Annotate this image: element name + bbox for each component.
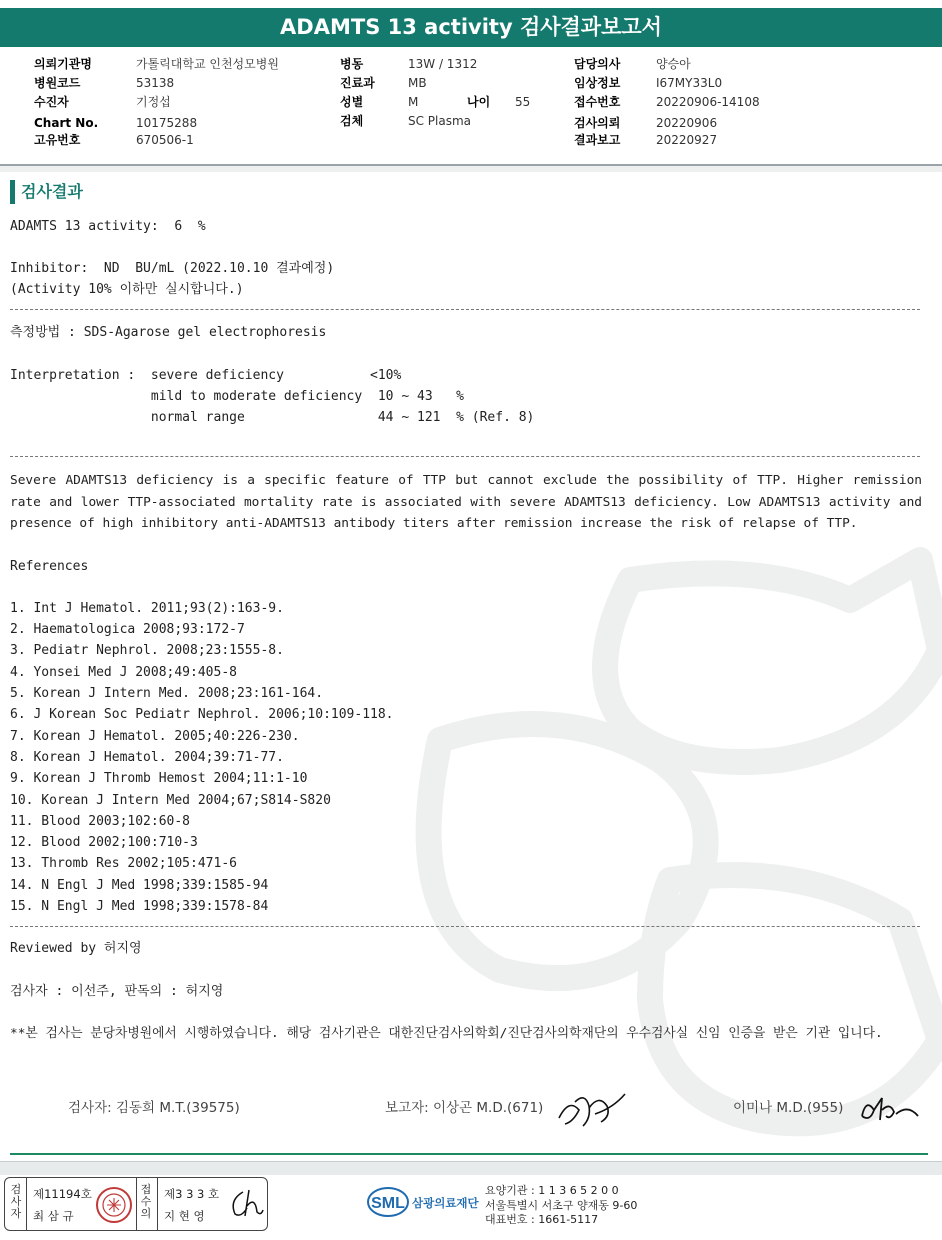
reference-item: 15. N Engl J Med 1998;339:1578-84 [10, 899, 269, 914]
hospital-label: 의뢰기관명 [34, 57, 92, 71]
reference-item: 1. Int J Hematol. 2011;93(2):163-9. [10, 601, 284, 616]
sex-value: M [408, 95, 419, 109]
reference-item: 5. Korean J Intern Med. 2008;23:161-164. [10, 686, 324, 701]
sex-label: 성별 [340, 95, 364, 109]
divider [10, 926, 920, 927]
reference-item: 11. Blood 2003;102:60-8 [10, 814, 191, 829]
hospital-code-label: 병원코드 [34, 76, 81, 90]
tester-license: 제11194호 [33, 1187, 92, 1201]
section-title: 검사결과 [10, 180, 83, 204]
header-band [0, 166, 942, 172]
org-code: 요양기관 : 1 1 3 6 5 2 0 0 [485, 1184, 619, 1197]
request-date-label: 검사의뢰 [574, 116, 621, 130]
org-name: 삼광의료재단 [412, 1196, 479, 1210]
reference-item: 9. Korean J Thromb Hemost 2004;11:1-10 [10, 771, 308, 786]
report-date-value: 20220927 [656, 133, 718, 147]
stamp-box [4, 1177, 268, 1231]
org-phone: 대표번호 : 1661-5117 [485, 1213, 599, 1226]
chart-no-label: Chart No. [34, 116, 99, 130]
unique-no-value: 670506-1 [136, 133, 194, 147]
reporter-signature-text: 보고자: 이상곤 M.D.(671) [385, 1100, 544, 1116]
tester-name: 최 삼 규 [33, 1209, 74, 1223]
age-value: 55 [515, 95, 531, 109]
comment-paragraph: Severe ADAMTS13 deficiency is a specific feature of TTP but cannot exclude the possibility of TTP. Higher remission rate and lower TTP-associated mortality rate is associated with severe ADAMTS13 deficiency. Low ADAMTS13 activity and presence of high inhibitory anti-ADAMTS13 antibody titers after remission increase the risk of relapse of TTP. [10, 473, 922, 531]
receipt-no-value: 20220906-14108 [656, 95, 760, 109]
org-address: 서울특별시 서초구 양재동 9-60 [485, 1198, 638, 1212]
method-line: 측정방법 : SDS-Agarose gel electrophoresis [10, 325, 327, 340]
receiver-name: 지 현 영 [164, 1209, 205, 1223]
examiners: 검사자 : 이선주, 판독의 : 허지영 [10, 984, 224, 999]
receiver-signature [225, 1186, 265, 1222]
reference-item: 10. Korean J Intern Med 2004;67;S814-S820 [10, 793, 331, 808]
sml-logo-text: SML [371, 1195, 405, 1212]
inhibitor-note: (Activity 10% 이하만 실시합니다.) [10, 282, 244, 297]
reference-item: 2. Haematologica 2008;93:172-7 [10, 622, 245, 637]
activity-result: ADAMTS 13 activity: 6 % [10, 219, 206, 234]
interpretation-line: mild to moderate deficiency 10 ~ 43 % [10, 389, 464, 404]
clinical-info-label: 임상정보 [574, 76, 621, 90]
age-label: 나이 [467, 95, 491, 109]
tester-signature-text: 검사자: 김동희 M.T.(39575) [68, 1100, 240, 1116]
reference-item: 6. J Korean Soc Pediatr Nephrol. 2006;10:109-118. [10, 707, 394, 722]
seal-stamp [95, 1186, 133, 1224]
doctor-label: 담당의사 [574, 57, 621, 71]
third-signature-text: 이미나 M.D.(955) [733, 1100, 844, 1116]
footer-divider [10, 1153, 928, 1155]
ward-value: 13W / 1312 [408, 57, 478, 71]
interpretation-line: Interpretation : severe deficiency <10% [10, 368, 402, 383]
divider [10, 309, 920, 310]
hospital-value: 가톨릭대학교 인천성모병원 [136, 57, 279, 71]
specimen-value: SC Plasma [408, 114, 472, 128]
interpretation-line: normal range 44 ~ 121 % (Ref. 8) [10, 410, 535, 425]
report-title: ADAMTS 13 activity 검사결과보고서 [0, 8, 942, 47]
reference-item: 4. Yonsei Med J 2008;49:405-8 [10, 665, 237, 680]
notice: **본 검사는 분당차병원에서 시행하였습니다. 해당 검사기관은 대한진단검사의학회/진단검사의학재단의 우수검사실 신임 인증을 받은 기관 입니다. [10, 1026, 883, 1041]
reviewed-by: Reviewed by 허지영 [10, 941, 142, 956]
sml-logo [366, 1184, 479, 1224]
report-date-label: 결과보고 [574, 133, 621, 147]
tester-role-label: 검사자 [10, 1183, 22, 1220]
unique-no-label: 고유번호 [34, 133, 81, 147]
receipt-no-label: 접수번호 [574, 95, 621, 109]
reference-item: 12. Blood 2002;100:710-3 [10, 835, 198, 850]
reference-item: 14. N Engl J Med 1998;339:1585-94 [10, 878, 269, 893]
reporter-signature [555, 1088, 629, 1134]
receiver-license: 제3 3 3 호 [164, 1187, 220, 1201]
department-value: MB [408, 76, 427, 90]
clinical-info-value: I67MY33L0 [656, 76, 723, 90]
org-info [485, 1184, 637, 1228]
reference-item: 13. Thromb Res 2002;105:471-6 [10, 856, 237, 871]
request-date-value: 20220906 [656, 116, 718, 130]
chart-no-value: 10175288 [136, 116, 198, 130]
receiver-role-label: 접수의 [140, 1183, 152, 1220]
watermark-logo [380, 500, 942, 1160]
ward-label: 병동 [340, 57, 364, 71]
references-title: References [10, 559, 89, 574]
reference-item: 8. Korean J Hematol. 2004;39:71-77. [10, 750, 284, 765]
inhibitor-result: Inhibitor: ND BU/mL (2022.10.10 결과예정) [10, 261, 335, 276]
patient-label: 수진자 [34, 95, 69, 109]
reference-item: 3. Pediatr Nephrol. 2008;23:1555-8. [10, 643, 284, 658]
reference-item: 7. Korean J Hematol. 2005;40:226-230. [10, 729, 300, 744]
specimen-label: 검체 [340, 114, 364, 128]
doctor-value: 양승아 [656, 57, 691, 71]
third-signature [856, 1092, 920, 1126]
footer-band [0, 1161, 942, 1175]
sml-logo-icon [366, 1184, 410, 1220]
divider [10, 456, 920, 457]
department-label: 진료과 [340, 76, 375, 90]
patient-value: 기정섭 [136, 95, 171, 109]
hospital-code-value: 53138 [136, 76, 175, 90]
